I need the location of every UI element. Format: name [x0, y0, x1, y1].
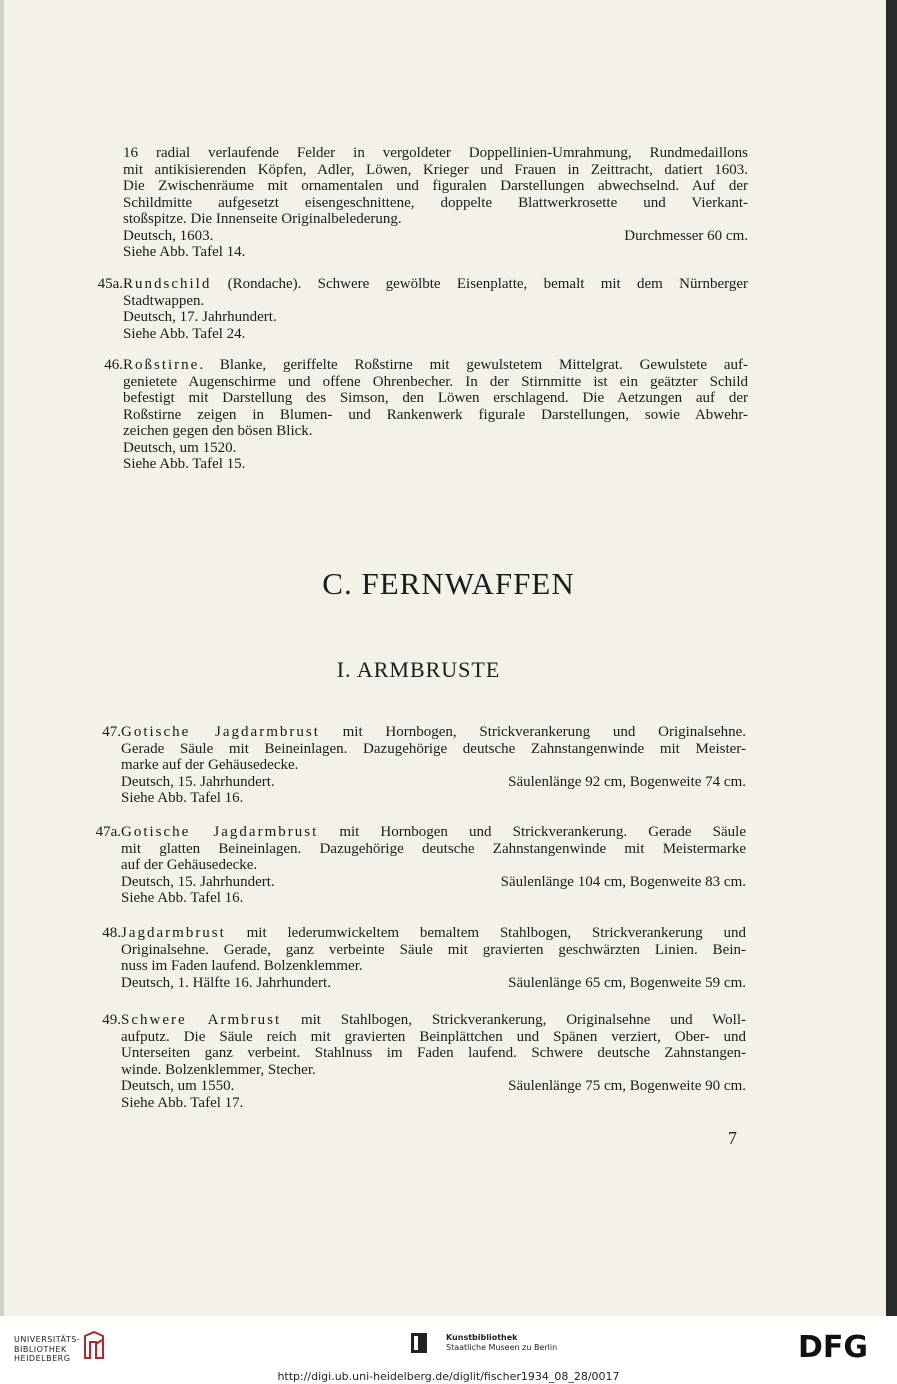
entry-first-line: [121, 824, 746, 841]
section-heading: C. FERNWAFFEN: [322, 566, 575, 601]
entry-line: mit Hornbogen und Strickverankerung. Gerade Säule: [318, 824, 746, 840]
kunstbibliothek-subtitle: Staatliche Museen zu Berlin: [446, 1343, 558, 1352]
entry-line: Originalsehne. Gerade, ganz verbeinte Säule mit gravierten geschwärzten Linien. Bein-: [121, 941, 746, 958]
entry-line: winde. Bolzenklemmer, Stecher.: [121, 1061, 316, 1078]
entry-origin-measure: [121, 874, 746, 891]
uni-line: HEIDELBERG: [14, 1354, 71, 1363]
entry-number: 48.: [102, 925, 121, 941]
subsection-heading: I. ARMBRUSTE: [336, 657, 501, 682]
entry-line: Unterseiten ganz verbeint. Stahlnuss im Faden laufend. Schwere deutsche Zahnstangen-: [121, 1045, 746, 1061]
entry-origin-measure: [121, 975, 746, 992]
entry-line: mit lederumwickeltem bemaltem Stahlbogen, Strickverankerung und: [225, 925, 746, 941]
entry-origin-measure: [121, 1078, 746, 1095]
entry-title: Gotische Jagdarmbrust: [121, 724, 320, 740]
entry-first-line: [121, 724, 746, 741]
entry-reference: Siehe Abb. Tafel 24.: [123, 325, 246, 342]
entry-origin-measure: [123, 228, 748, 245]
entry-line: stoßspitze. Die Innenseite Originalbelederung.: [123, 211, 402, 227]
uni-heidelberg-logo-icon[interactable]: [82, 1330, 106, 1362]
entry-reference: Siehe Abb. Tafel 16.: [121, 790, 244, 806]
entry-first-line: [123, 357, 748, 374]
entry-line: Stadtwappen.: [123, 292, 205, 309]
entry-number: 47a.: [95, 824, 121, 840]
entry-first-line: [121, 925, 746, 942]
entry-number: 45a.: [97, 276, 123, 292]
entry-first-line: [121, 1012, 746, 1029]
source-url-link[interactable]: http://digi.ub.uni-heidelberg.de/diglit/fischer1934_08_28/0017: [277, 1370, 620, 1383]
uni-line: UNIVERSITÄTS-: [14, 1335, 81, 1344]
kunstbibliothek-title: Kunstbibliothek: [446, 1333, 518, 1342]
dfg-logo[interactable]: DFG: [798, 1330, 869, 1365]
entry-line: mit antikisierenden Köpfen, Adler, Löwen, Krieger und Frauen in Zeittracht, datiert 1603.: [123, 161, 748, 178]
entry-origin: Deutsch, 1603.: [123, 227, 214, 244]
uni-line: BIBLIOTHEK: [14, 1344, 67, 1354]
entry-origin-measure: [121, 774, 746, 791]
kunstbibliothek-logo-icon[interactable]: [410, 1332, 428, 1354]
page-edge-shadow: [886, 0, 897, 1316]
entry-origin: Deutsch, 17. Jahrhundert.: [123, 309, 277, 325]
entry-origin: Deutsch, 1. Hälfte 16. Jahrhundert.: [121, 974, 331, 991]
entry-line: befestigt mit Darstellung des Simson, den Löwen erschlagend. Die Aetzungen auf der: [123, 390, 748, 406]
entry-origin: Deutsch, 15. Jahrhundert.: [121, 873, 275, 890]
entry-line: . Blanke, geriffelte Roßstirne mit gewulstetem Mittelgrat. Gewulstete auf-: [199, 357, 748, 373]
entry-reference: Siehe Abb. Tafel 17.: [121, 1094, 244, 1111]
entry-line: zeichen gegen den bösen Blick.: [123, 423, 313, 439]
entry-line: Die Zwischenräume mit ornamentalen und figuralen Darstellungen abwechselnd. Auf der: [123, 178, 748, 194]
entry-reference: Siehe Abb. Tafel 15.: [123, 456, 246, 472]
page-number: 7: [728, 1128, 737, 1148]
entry-line: mit Hornbogen, Strickverankerung und Originalsehne.: [319, 724, 747, 740]
entry-line: Gerade Säule mit Beineinlagen. Dazugehörige deutsche Zahnstangenwinde mit Meister-: [121, 740, 746, 757]
entry-line: auf der Gehäusedecke.: [121, 857, 258, 873]
entry-number: 49.: [102, 1012, 121, 1028]
entry-measure: Säulenlänge 75 cm, Bogenweite 90 cm.: [508, 1078, 746, 1094]
entry-title: Schwere Armbrust: [121, 1012, 282, 1028]
entry-number: 47.: [102, 724, 121, 740]
entry-line: (Rondache). Schwere gewölbte Eisenplatte, bemalt mit dem Nürnberger: [211, 276, 748, 292]
entry-line: aufputz. Die Säule reich mit gravierten Beinplättchen und Spänen verziert, Ober- und: [121, 1028, 746, 1045]
entry-reference: Siehe Abb. Tafel 16.: [121, 890, 244, 906]
entry-line: nuss im Faden laufend. Bolzenklemmer.: [121, 958, 363, 974]
entry-line: mit Stahlbogen, Strickverankerung, Originalsehne und Woll-: [281, 1012, 747, 1028]
entry-line: marke auf der Gehäusedecke.: [121, 757, 299, 773]
entry-reference: Siehe Abb. Tafel 14.: [123, 244, 246, 260]
entry-line: genietete Augenschirme und offene Ohrenbecher. In der Stirnmitte ist ein geätzter Schild: [123, 373, 748, 390]
entry-title: Gotische Jagdarmbrust: [121, 824, 319, 840]
entry-measure: Durchmesser 60 cm.: [624, 227, 748, 244]
kunstbibliothek-label[interactable]: [446, 1333, 557, 1353]
entry-line: Schildmitte aufgesetzt eisengeschnittene, doppelte Blattwerkrosette und Vierkant-: [123, 194, 748, 211]
entry-origin: Deutsch, um 1550.: [121, 1078, 235, 1094]
entry-line: 16 radial verlaufende Felder in vergoldeter Doppellinien-Umrahmung, Rundmedaillons: [123, 145, 748, 161]
entry-title: Jagdarmbrust: [121, 925, 226, 941]
entry-origin: Deutsch, um 1520.: [123, 439, 237, 456]
entry-measure: Säulenlänge 92 cm, Bogenweite 74 cm.: [508, 773, 746, 790]
entry-first-line: [123, 276, 748, 293]
uni-heidelberg-label[interactable]: [14, 1335, 80, 1364]
entry-title: Roßstirne: [123, 357, 200, 373]
entry-origin: Deutsch, 15. Jahrhundert.: [121, 773, 275, 790]
digitization-footer: [0, 1316, 897, 1384]
entry-title: Rundschild: [123, 276, 212, 292]
entry-measure: Säulenlänge 104 cm, Bogenweite 83 cm.: [500, 873, 746, 890]
entry-line: mit glatten Beineinlagen. Dazugehörige deutsche Zahnstangenwinde mit Meistermarke: [121, 840, 746, 857]
entry-number: 46.: [104, 357, 123, 373]
entry-measure: Säulenlänge 65 cm, Bogenweite 59 cm.: [508, 974, 746, 991]
entry-line: Roßstirne zeigen in Blumen- und Rankenwerk figurale Darstellungen, sowie Abwehr-: [123, 406, 748, 423]
